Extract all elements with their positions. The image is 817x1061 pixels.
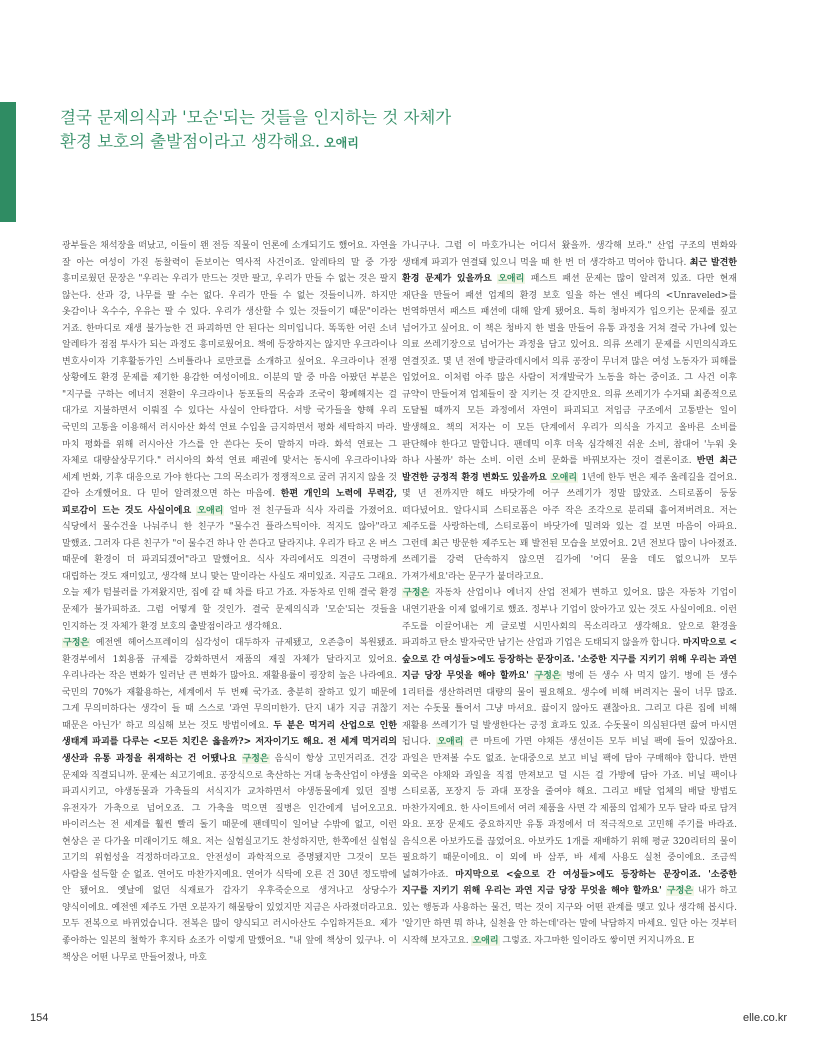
section-dot-icon: [7, 281, 17, 291]
speaker-tag: 오애리: [197, 505, 224, 516]
body-text: 병에 든 생수 사 먹지 않기. 병에 든 생수 1리터를 생산하려면 대량의 물이 필요해요. 생수에 비해 버려지는 물이 너무 많죠. 저는 수돗물 틀어서 그냥 마셔요. 끓이지 않아도 괜찮아요. 그리고 다른 집에 비해 재활용 쓰레기가 덜 발생한다는 긍정 효과도 있죠. 수돗물이 의심된다면 끓여 마시면 됩니다.: [402, 671, 737, 748]
section-tab-right: special: [3, 233, 18, 278]
paragraph: [62, 238, 397, 635]
section-tab-label: [3, 234, 18, 316]
speaker-tag: 구정은: [63, 638, 90, 649]
pull-quote-line1: 결국 문제의식과 '모순'되는 것들을 인지하는 것 자체가: [60, 108, 452, 127]
speaker-tag: 오애리: [551, 472, 578, 483]
paragraph: [402, 238, 737, 585]
section-tab: [0, 102, 18, 316]
page-number: 154: [30, 1012, 49, 1024]
body-text: 1년에 한두 번은 제주 올레길을 걸어요. 몇 년 전까지만 해도 바닷가에 어구 쓰레기가 정말 많았죠. 스티로폼이 둥둥 떠다녔어요. 알다시피 스티로폼은 아주 작은 조각으로 분리돼 흩어져버려요. 저는 제주도를 사랑하는데, 스티로폼이 바닷가에 밀려와 있는 걸 보면 마음이 아파요. 그런데 최근 방문한 제주도는 꽤 발전된 모습을 보였어요. 2년 전보다 많이 나아졌죠. 쓰레기를 강력 단속하지 않으면 길가에 '어디 묻을 데도 없으니까 모두 가져가세요'라는 문구가 붙더라고요.: [402, 472, 737, 582]
body-text: 얼마 전 친구들과 식사 자리를 가졌어요. 식당에서 물수건을 나눠주니 한 친구가 "물수건 플라스틱이야. 적지도 않아"라고 말했죠. 그러자 다른 친구가 "이 물수건 하나 안 쓴다고 달라지냐. 우리가 타고 온 버스 때문에 환경이 더 파괴되겠어"라고 말했어요. 식사 자리에서도 의견이 극명하게 대립하는 것도 재미있고, 생각해 보니 맞는 말이라는 사실도 재미있죠. 지금도 그래요. 오늘 제가 텀블러를 가져왔지만, 집에 갈 때 차를 타고 가죠. 자동차로 인해 결국 환경 문제가 불가피하죠. 그럼 어떻게 할 것인가. 결국 문제의식과 '모순'되는 것들을 인지하는 것 자체가 환경 보호의 출발점이라고 생각해요.: [62, 505, 397, 632]
pull-quote-line2-wrap: [60, 130, 700, 155]
site-url: elle.co.kr: [742, 1012, 787, 1024]
speaker-tag: 오애리: [437, 737, 464, 748]
speaker-tag: 구정은: [403, 588, 430, 599]
speaker-tag: 오애리: [472, 935, 499, 946]
body-text: 그렇죠. 자그마한 일이라도 쌓이면 커지니까요. E: [499, 935, 695, 946]
body-text: 음식이 항상 고민거리죠. 건강 문제와 직결되니까. 문제는 쇠고기예요. 공장식으로 축산하는 거대 농축산업이 야생을 파괴시키고, 야생동물과 가축들의 서식지가 교차하면서 야생동물에게 있던 질병 유전자가 가축으로 넘어오죠. 그 가축을 먹으면 질병은 인간에게 넘어오고요. 바이러스는 전 세계를 훨씬 빨리 돌기 때문에 팬데믹이 일어날 수밖에 없고, 이런 현상은 곧 다가올 미래이기도 해요. 저는 실험실고기도 찬성하지만, 한쪽에선 실험실 고기의 위험성을 걱정하더라고요. 안전성이 과학적으로 증명됐지만 그것이 모든 사람을 설득할 순 없죠. 연어도 마찬가지예요. 연어가 식탁에 오른 건 30년 정도밖에 안 됐어요. 옛날에 없던 식재료가 갑자기 우후죽순으로 생겨나고 상당수가 양식이에요. 예전엔 제주도 가면 오분자기 해물탕이 있었지만 지금은 사라졌더라고요. 모두 전복으로 바뀌었습니다. 전복은 많이 양식되고 러시아산도 수입하거든요. 제가 좋아하는 일본의 철학가 후지타 쇼조가 이렇게 말했어요. "내 앞에 책상이 있구나. 이 책상은 어떤 나무로 만들어졌나, 마호: [62, 753, 397, 963]
pull-quote: [60, 106, 700, 155]
interview-question: 최근 발견한 환경 문제가 있을까요: [402, 257, 737, 285]
interview-question: 반면 최근 발견한 긍정적 환경 변화도 있을까요: [402, 456, 737, 483]
paragraph: [62, 635, 397, 966]
pull-quote-line2: 환경 보호의 출발점이라고 생각해요.: [60, 132, 321, 151]
body-text: 패스트 패션 문제는 많이 알려져 있죠. 다만 현재 재단을 만들어 패션 업계의 환경 보호 일을 하는 엔신 베다의 <Unraveled>를 번역하면서 패스트 패션에 대해 알게 됐어요. 특히 청바지가 입으키는 문제를 짚고 넘어가고 싶어요. 이 책은 청바지 한 벌을 만들어 유통 과정을 거쳐 결국 가나에 있는 의료 쓰레기장으로 넘어가는 과정을 담고 있어요. 의류 쓰레기 문제를 시민의식과도 연결짓죠. 몇 년 전에 방글라데시에서 의류 공장이 무너져 많은 여성 노동자가 피해를 입었어요. 이처럼 아주 많은 사람이 저개발국가 노동을 하는 중이죠. 그 사건 이후 규약이 만들어져 업체들이 잘 지키는 것 같지만요. 의류 쓰레기가 수거돼 최종적으로 도달될 때까지 모든 과정에서 자연이 파괴되고 저임금 구조에서 고통받는 일이 발생해요. 책의 저자는 이 모든 단계에서 우리가 의식을 가지고 올바른 소비를 판단해야 한다고 말합니다. 팬데믹 이후 더욱 심각해진 쉬운 소비, 참대어 '누워 옷 하나 사볼까' 하는 소비. 이런 소비 문화를 바꿔보자는 것이 결론이죠.: [402, 274, 738, 467]
speaker-tag: 구정은: [242, 753, 269, 764]
body-text: 가니구나. 그럼 이 마호가니는 어디서 왔을까. 생각해 보라." 산업 구조의 변화와 생태계 파괴가 연결돼 있으니 먹을 때 한 번 더 생각하고 먹어야 합니다.: [402, 241, 737, 268]
body-text: 큰 마트에 가면 야채든 생선이든 모두 비닐 팩에 들어 있잖아요. 과일은 만져볼 수도 없죠. 눈대중으로 보고 비닐 팩에 담아 구매해야 합니다. 반면 외국은 야채와 과일을 직접 만져보고 덜 시든 걸 가방에 담아 가죠. 비닐 팩이나 스티로폼, 포장지 등 과대 포장을 줄여야 해요. 그리고 배달 업체의 배달 방법도 마찬가지예요. 한 사이트에서 여러 제품을 사면 각 제품의 업체가 모두 달라 따로 담겨 와요. 포장 문제도 중요하지만 유통 과정에서 더 적극적으로 고민해 주기를 바라죠. 음식으론 아보카도를 끊었어요. 아보카도 1개를 재배하기 위해 평균 320리터의 물이 필요하기 때문이에요. 이 외에 바 삼푸, 바 세제 사용도 실천 중이에요. 조금씩 넓혀가야죠.: [402, 737, 737, 880]
body-column-left: [62, 238, 397, 966]
body-text: 광부들은 채석장을 떠났고, 이들이 왠 전등 직물이 언론에 소개되기도 했어요. 자연을 잘 아는 여성이 가진 동찰력이 돋보이는 역사적 사건이죠. 알레타의 말 중 가장 흥미로웠던 문장은 "우리는 우리가 만드는 것만 팔고, 우리가 만들 수 없는 것은 팔지 않는다. 산과 강, 나무를 팔 수는 없다. 우리가 만들 수 없는 것들이니까. 하지만 옷감이나 옥수수, 우유는 팔 수 있다. 우리가 생산할 수 있는 것들이기 때문"이라는 거죠. 한마디로 재생 불가능한 건 파괴하면 안 된다는 의미입니다. 똑똑한 어린 소녀 알레타가 점점 투사가 되는 과정도 흥미로웠어요. 책에 등장하지는 않지만 우크라이나 변호사이자 기후활동가인 스비틀라나 로만코를 소개하고 싶어요. 우크라이나 전쟁 상황에도 환경 문제를 제기한 용감한 여성이에요. 이분의 말 중 마음 아팠던 부분은 "지구를 구하는 에너지 전환이 우크라이나 동포들의 목숨과 조국이 황폐해지는 걸 대가로 지불하면서 이뤄질 수 있다는 사실이 안타깝다. 서방 국가들을 향해 우리 국민의 고통을 이용해서 러시아산 화석 연료 수입을 금지하면서 평화 세탁하지 마라. 마치 평화를 위해 러시아산 가스를 안 쓴다는 듯이 말하지 마라. 화석 연료는 그 자체로 대량살상무기다." 러시아의 화석 연료 패권에 맞서는 동시에 우크라이나와 세계 번화, 기후 대응으로 가야 한다는 그의 목소리가 정쟁적으로 굴러 귀지지 않을 것 같아 소개했어요. 다 믿어 알려졌으면 하는 마음에.: [62, 241, 397, 500]
pull-quote-speaker: 오애리: [324, 136, 359, 150]
body-text: 내가 하고 있는 행동과 사용하는 물건, 먹는 것이 지구와 어떤 관계를 맺고 있나 생각해 봅시다. '알기만 하면 뭐 하냐, 실천을 안 하는데'라는 말에 낙담하지 마세요. 일단 아는 것부터 시작해 보자고요.: [402, 886, 738, 946]
body-text: 자동차 산업이나 에너지 산업 전체가 변하고 있어요. 많은 자동차 기업이 내연기관을 이제 없애기로 했죠. 정부나 기업이 앉아가고 있는 것도 사실이에요. 이런 주도를 이끌어내는 게 글로벌 시민사회의 목소리라고 생각해요. 앞으로 환경을 파괴하고 탄소 발자국만 남기는 산업과 기업은 도태되지 않을까 합니다.: [402, 588, 737, 649]
body-column-right: [402, 238, 737, 950]
interview-question: 두 분은 먹거리 산업으로 인한 생태계 파괴를 다루는 <모든 치킨은 옳을까?> 저자이기도 해요. 전 세계 먹거리의 생산과 유통 과정을 취재하는 건 어땠나요: [62, 720, 397, 764]
body-text: 예전엔 헤어스프레이의 심각성이 대두하자 규제됐고, 오존층이 복원됐죠. 환경부에서 1회용품 규제를 강화하면서 재품의 재질 자체가 달라지고 있어요. 우리나라는 작은 변화가 일러난 큰 변화가 많아요. 재활용률이 굉장히 높은 나라예요. 국민의 70%가 재활용하는, 세계에서 두 번째 국가죠. 충분히 잘하고 있기 때문에 그게 무의미하다는 생각이 들 때 스스로 '과연 무의미한가. 단지 내가 지금 귀찮기 때문은 아닌가' 하고 의심해 보는 것도 방법이에요.: [62, 638, 397, 731]
interview-question: 마지막으로 <숲으로 간 여성들>에도 등장하는 문장이죠. '소중한 지구를 지키기 위해 우리는 과연 지금 당장 무엇을 해야 할까요': [402, 638, 737, 682]
speaker-tag: 구정은: [666, 886, 693, 897]
speaker-tag: 구정은: [534, 671, 561, 682]
section-tab-left: elle: [3, 293, 18, 316]
interview-question: 한편 개인의 노력에 무력감, 피로감이 드는 것도 사실이에요: [62, 489, 397, 516]
interview-question: 마지막으로 <숲으로 간 여성들>에도 등장하는 문장이죠. '소중한 지구를 지키기 위해 우리는 과연 지금 당장 무엇을 해야 할까요': [402, 869, 737, 897]
speaker-tag: 오애리: [498, 274, 525, 285]
paragraph: [402, 585, 737, 949]
